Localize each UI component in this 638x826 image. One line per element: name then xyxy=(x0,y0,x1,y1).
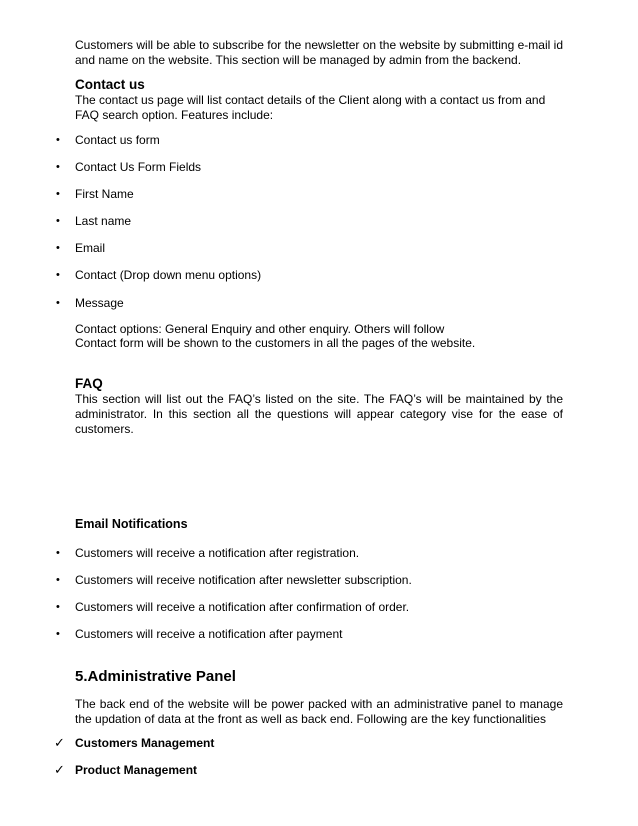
bullet-icon: • xyxy=(56,134,60,146)
contact-us-heading: Contact us xyxy=(75,77,145,92)
bullet-icon: • xyxy=(56,297,60,309)
bullet-icon: • xyxy=(56,574,60,586)
list-item-text: Contact (Drop down menu options) xyxy=(75,268,262,282)
checkmark-icon: ✓ xyxy=(54,735,65,750)
list-item-text: Email xyxy=(75,241,106,255)
list-item-text: Contact us form xyxy=(75,133,160,147)
contact-note-line-1: Contact options: General Enquiry and other enquiry. Others will follow xyxy=(75,322,445,336)
list-item-text: Customers will receive a notification after registration. xyxy=(75,546,360,560)
contact-note-line-2: Contact form will be shown to the customers in all the pages of the website. xyxy=(75,336,476,350)
faq-heading: FAQ xyxy=(75,376,103,391)
administrative-panel-heading: 5.Administrative Panel xyxy=(75,668,236,685)
checkmark-icon: ✓ xyxy=(54,762,65,777)
bullet-icon: • xyxy=(56,161,60,173)
list-item-text: Customers will receive a notification after confirmation of order. xyxy=(75,600,410,614)
contact-us-intro: The contact us page will list contact details of the Client along with a contact us from and FAQ search option. Features include: xyxy=(75,93,546,122)
checklist-item-text: Product Management xyxy=(75,763,198,777)
email-notifications-heading: Email Notifications xyxy=(75,517,188,531)
bullet-icon: • xyxy=(56,601,60,613)
list-item-text: Last name xyxy=(75,214,132,228)
checklist-item-text: Customers Management xyxy=(75,736,215,750)
bullet-icon: • xyxy=(56,628,60,640)
list-item-text: Customers will receive notification after newsletter subscription. xyxy=(75,573,412,587)
newsletter-paragraph: Customers will be able to subscribe for the newsletter on the website by submitting e-mail id and name on the website. This section will be managed by admin from the backend. xyxy=(75,38,563,67)
bullet-icon: • xyxy=(56,215,60,227)
faq-paragraph: This section will list out the FAQ’s listed on the site. The FAQ’s will be maintained by the administrator. In this section all the questions will appear category vise for the ease of customers. xyxy=(75,392,563,436)
list-item-text: Message xyxy=(75,296,124,310)
list-item-text: Contact Us Form Fields xyxy=(75,160,202,174)
list-item-text: Customers will receive a notification after payment xyxy=(75,627,343,641)
bullet-icon: • xyxy=(56,242,60,254)
bullet-icon: • xyxy=(56,188,60,200)
bullet-icon: • xyxy=(56,547,60,559)
administrative-panel-paragraph: The back end of the website will be power packed with an administrative panel to manage the updation of data at the front as well as back end. Following are the key functionalities xyxy=(75,697,563,726)
list-item-text: First Name xyxy=(75,187,134,201)
bullet-icon: • xyxy=(56,269,60,281)
